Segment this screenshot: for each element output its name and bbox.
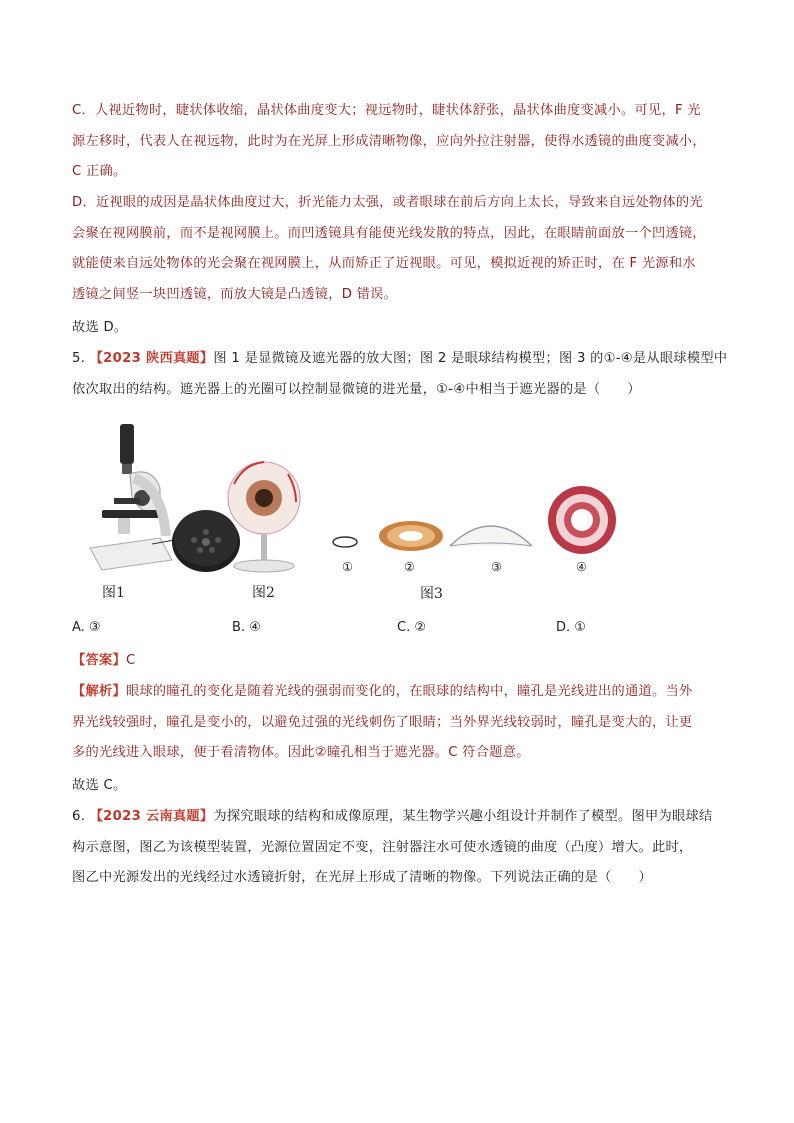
text-line bbox=[72, 677, 722, 708]
question-6-stem bbox=[72, 802, 722, 894]
analysis-text: 眼球的瞳孔的变化是随着光线的强弱而变化的，在眼球的结构中，瞳孔是光线进出的通道。当外 bbox=[125, 684, 693, 699]
text-line: 透镜之间竖一块凹透镜，而放大镜是凸透镜，D 错误。 bbox=[72, 286, 398, 302]
text-line: D．近视眼的成因是晶状体曲度过大，折光能力太强，或者眼球在前后方向上太长，导致来自远处物体的光 bbox=[72, 195, 703, 210]
text-line: C．人视近物时，睫状体收缩，晶状体曲度变大；视远物时，睫状体舒张，晶状体曲度变减小。可见，F 光 bbox=[72, 103, 701, 118]
question-number: 6. bbox=[72, 809, 86, 824]
q5-conclusion: 故选 C。 bbox=[72, 778, 127, 793]
text-line: 源左移时，代表人在视远物，此时为在光屏上形成清晰物像，应向外拉注射器，使得水透镜的曲度变减小， bbox=[72, 133, 706, 149]
part-4-label: ④ bbox=[576, 560, 587, 574]
text-line: 多的光线进入眼球，便于看清物体。因此②瞳孔相当于遮光器。C 符合题意。 bbox=[72, 745, 530, 760]
part-2-label: ② bbox=[404, 560, 415, 574]
text-line: 界光线较强时，瞳孔是变小的，以避免过强的光线刺伤了眼睛；当外界光线较弱时，瞳孔是变大的，让更 bbox=[72, 714, 693, 730]
figure-1-caption: 图1 bbox=[102, 585, 125, 601]
answer-value: C bbox=[125, 653, 136, 668]
option-b: B. ④ bbox=[232, 620, 261, 635]
text-line bbox=[72, 646, 722, 677]
text-line: C 正确。 bbox=[72, 164, 127, 179]
part-3-image bbox=[446, 512, 536, 552]
figure-3-caption: 图3 bbox=[420, 586, 443, 602]
text-line: 图乙中光源发出的光线经过水透镜折射，在光屏上形成了清晰的物像。下列说法正确的是（ ） bbox=[72, 870, 652, 885]
part-3-label: ③ bbox=[491, 560, 502, 574]
question-number: 5. bbox=[72, 351, 86, 366]
stem-text: 图 1 是显微镜及遮光器的放大图；图 2 是眼球结构模型；图 3 的①-④是从眼球模型中 bbox=[213, 351, 728, 366]
question-5-figure bbox=[72, 418, 632, 608]
answer bbox=[72, 646, 722, 677]
answer-tag: 【答案】 bbox=[72, 653, 126, 668]
analysis bbox=[72, 677, 722, 769]
question-source: 【2023 云南真题】 bbox=[89, 809, 214, 824]
question-source: 【2023 陕西真题】 bbox=[89, 351, 214, 366]
part-2-image bbox=[376, 516, 446, 556]
question-5-stem bbox=[72, 344, 728, 405]
stem-text: 为探究眼球的结构和成像原理，某生物学兴趣小组设计并制作了模型。图甲为眼球结 bbox=[213, 809, 713, 824]
eye-model-image bbox=[224, 454, 304, 574]
q4-conclusion: 故选 D。 bbox=[72, 320, 128, 335]
part-1-image bbox=[330, 532, 360, 552]
part-1-label: ① bbox=[342, 560, 353, 574]
text-line: 就能使来自远处物体的光会聚在视网膜上，从而矫正了近视眼。可见，模拟近视的矫正时，在 F 光源和水 bbox=[72, 256, 696, 271]
option-c: C. ② bbox=[397, 620, 426, 635]
figure-2-caption: 图2 bbox=[252, 585, 275, 601]
analysis-tag: 【解析】 bbox=[72, 684, 126, 699]
text-line bbox=[72, 344, 728, 375]
option-a: A. ③ bbox=[72, 620, 101, 635]
text-line: 会聚在视网膜前，而不是视网膜上。而凹透镜具有能使光线发散的特点，因此，在眼睛前面放一个凹透镜， bbox=[72, 225, 706, 241]
option-d-explanation bbox=[72, 188, 722, 310]
text-line: 依次取出的结构。遮光器上的光圈可以控制显微镜的进光量，①-④中相当于遮光器的是（ ） bbox=[72, 381, 641, 397]
option-c-explanation bbox=[72, 96, 722, 188]
text-line bbox=[72, 802, 722, 833]
option-d: D. ① bbox=[556, 620, 586, 635]
text-line: 构示意图，图乙为该模型装置，光源位置固定不变，注射器注水可使水透镜的曲度（凸度）增大。此时， bbox=[72, 839, 693, 855]
part-4-image bbox=[544, 482, 620, 558]
